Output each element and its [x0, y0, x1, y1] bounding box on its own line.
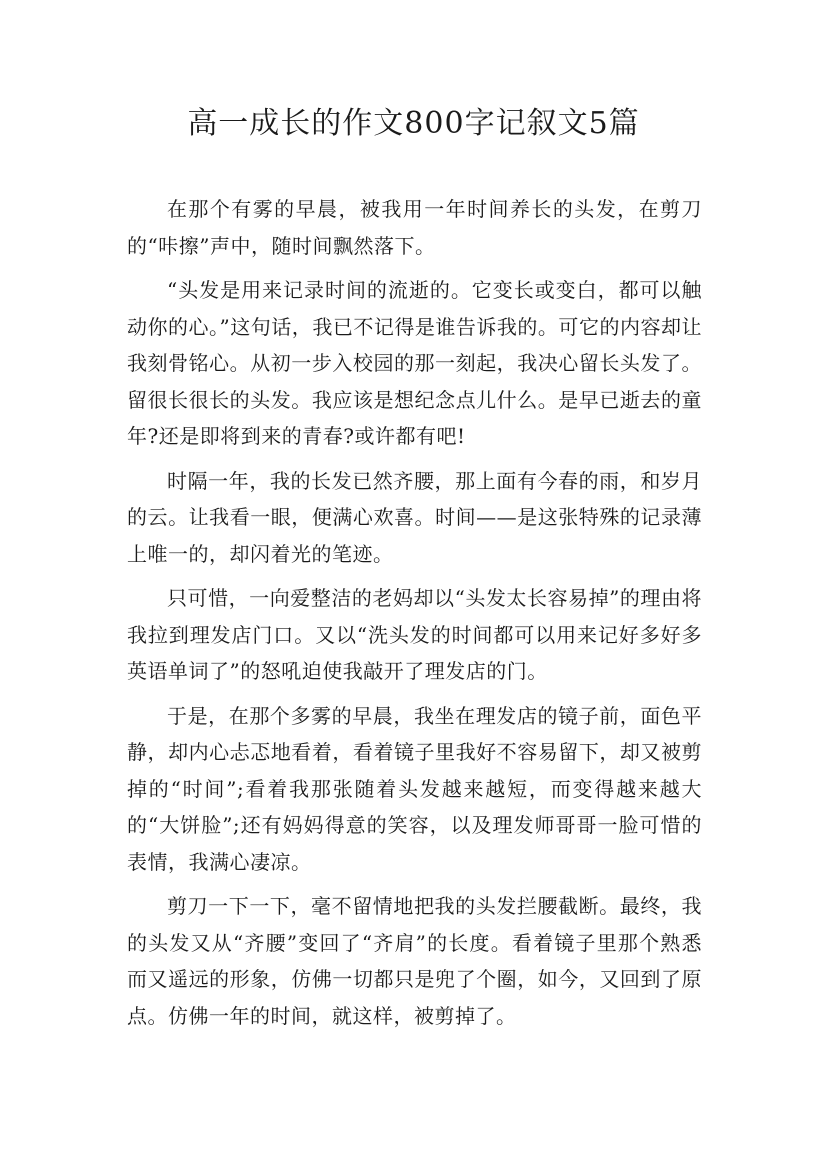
document-body: [127, 191, 702, 1042]
paragraph: 只可惜，一向爱整洁的老妈却以“头发太长容易掉”的理由将我拉到理发店门口。又以“洗头发的时间都可以用来记好多好多英语单词了”的怒吼迫使我敲开了理发店的门。: [127, 586, 702, 683]
paragraph: 时隔一年，我的长发已然齐腰，那上面有今春的雨，和岁月的云。让我看一眼，便满心欢喜。时间——是这张特殊的记录薄上唯一的，却闪着光的笔迹。: [127, 468, 702, 566]
paragraph: 于是，在那个多雾的早晨，我坐在理发店的镜子前，面色平静，却内心忐忑地看着，看着镜子里我好不容易留下，却又被剪掉的“时间”;看着我那张随着头发越来越短，而变得越来越大的“大饼脸”;还有妈妈得意的笑容，以及理发师哥哥一脸可惜的表情，我满心凄凉。: [127, 703, 702, 874]
paragraph: 剪刀一下一下，毫不留情地把我的头发拦腰截断。最终，我的头发又从“齐腰”变回了“齐肩”的长度。看着镜子里那个熟悉而又遥远的形象，仿佛一切都只是兜了个圈，如今，又回到了原点。仿佛一年的时间，就这样，被剪掉了。: [127, 894, 702, 1028]
paragraph: 在那个有雾的早晨，被我用一年时间养长的头发，在剪刀的“咔擦”声中，随时间飘然落下。: [127, 197, 702, 258]
document-title: 高一成长的作文800字记叙文5篇: [187, 106, 640, 141]
paragraph: “头发是用来记录时间的流逝的。它变长或变白，都可以触动你的心。”这句话，我已不记得是谁告诉我的。可它的内容却让我刻骨铭心。从初一步入校园的那一刻起，我决心留长头发了。留很长很长的头发。我应该是想纪念点儿什么。是早已逝去的童年?还是即将到来的青春?或许都有吧!: [127, 278, 702, 448]
